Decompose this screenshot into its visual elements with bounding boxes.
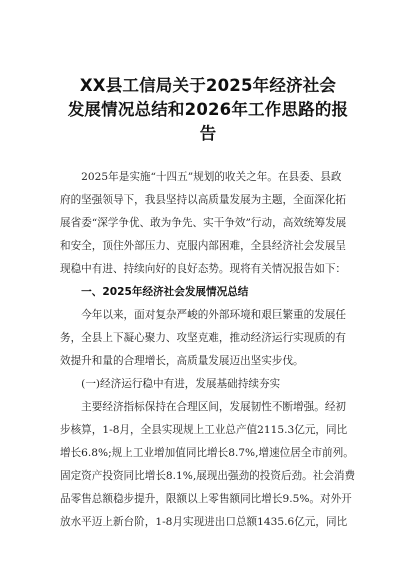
- body-line: 效提升和量的合理增长，高质量发展迈出坚实步伐。: [60, 355, 304, 367]
- body-line: 展省委“深学争优、敢为争先、实干争效”行动，高效统筹发展: [60, 217, 347, 229]
- body-line: 放水平迈上新台阶，1-8月实现进出口总额1435.6亿元，同比: [60, 516, 348, 528]
- body-line: 增长6.8%;规上工业增加值同比增长8.7%,增速位居全市前列。: [60, 447, 354, 459]
- body-line: 现稳中有进、持续向好的良好态势。现将有关情况报告如下：: [60, 263, 347, 275]
- body-line: 品零售总额稳步提升，限额以上零售额同比增长9.5%。对外开: [60, 493, 352, 505]
- title-line-2: 发展情况总结和2026年工作思路的报: [67, 100, 349, 119]
- document-title: [58, 74, 358, 146]
- body-line: 务，全县上下凝心聚力、攻坚克难，推动经济运行实现质的有: [60, 332, 347, 344]
- body-line: 府的坚强领导下，我县坚持以高质量发展为主题，全面深化拓: [60, 194, 347, 206]
- title-line-3: 告: [199, 124, 217, 143]
- body-line: 主要经济指标保持在合理区间，发展韧性不断增强。经初: [60, 401, 347, 413]
- subsection-heading: (一)经济运行稳中有进，发展基础持续夯实: [60, 378, 281, 390]
- body-line: 2025年是实施“十四五”规划的收关之年。在县委、县政: [60, 171, 342, 183]
- section-heading: 一、2025年经济社会发展情况总结: [60, 286, 249, 298]
- body-line: 和安全，顶住外部压力、克服内部困难，全县经济社会发展呈: [60, 240, 347, 252]
- body-line: 固定资产投资同比增长8.1%,展现出强劲的投资后劲。社会消费: [60, 470, 356, 482]
- body-line: 今年以来，面对复杂严峻的外部环境和艰巨繁重的发展任: [60, 309, 347, 321]
- title-line-1: XX县工信局关于2025年经济社会: [79, 76, 337, 95]
- body-line: 步核算，1-8月，全县实现规上工业总产值2115.3亿元，同比: [60, 424, 348, 436]
